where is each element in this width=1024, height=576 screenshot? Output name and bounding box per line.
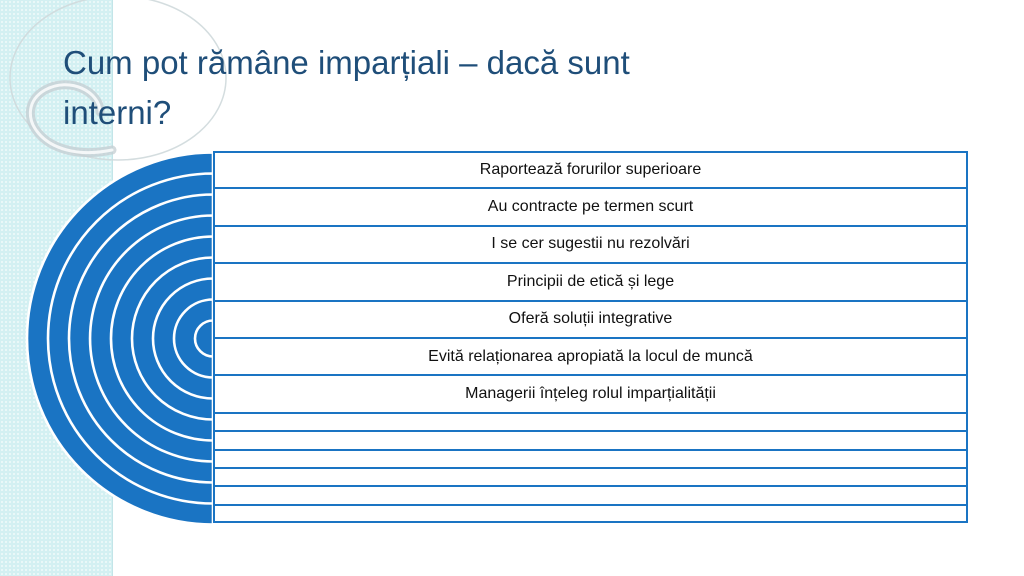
item-list [213, 151, 968, 523]
list-item [213, 263, 968, 300]
list-item [213, 151, 968, 188]
empty-row [213, 486, 968, 504]
list-item-label: I se cer sugestii nu rezolvări [491, 235, 690, 253]
empty-row [213, 450, 968, 468]
list-item [213, 338, 968, 375]
list-item-label: Raportează forurilor superioare [479, 161, 702, 179]
list-item [213, 375, 968, 412]
list-item-label: Principii de etică și lege [506, 272, 675, 290]
list-item-label: Managerii înțeleg rolul imparțialității [465, 385, 716, 403]
empty-row [213, 468, 968, 486]
list-item-label: Oferă soluții integrative [508, 310, 673, 328]
empty-row [213, 505, 968, 523]
list-item-label: Evită relaționarea apropiată la locul de muncă [428, 347, 753, 365]
empty-row [213, 431, 968, 449]
empty-row [213, 413, 968, 431]
slide-title-line-1: Cum pot rămâne imparțiali – dacă sunt [63, 44, 630, 81]
list-item [213, 226, 968, 263]
list-item [213, 188, 968, 225]
list-item-label: Au contracte pe termen scurt [487, 198, 694, 216]
list-item [213, 301, 968, 338]
slide-title-line-2: interni? [63, 94, 172, 131]
